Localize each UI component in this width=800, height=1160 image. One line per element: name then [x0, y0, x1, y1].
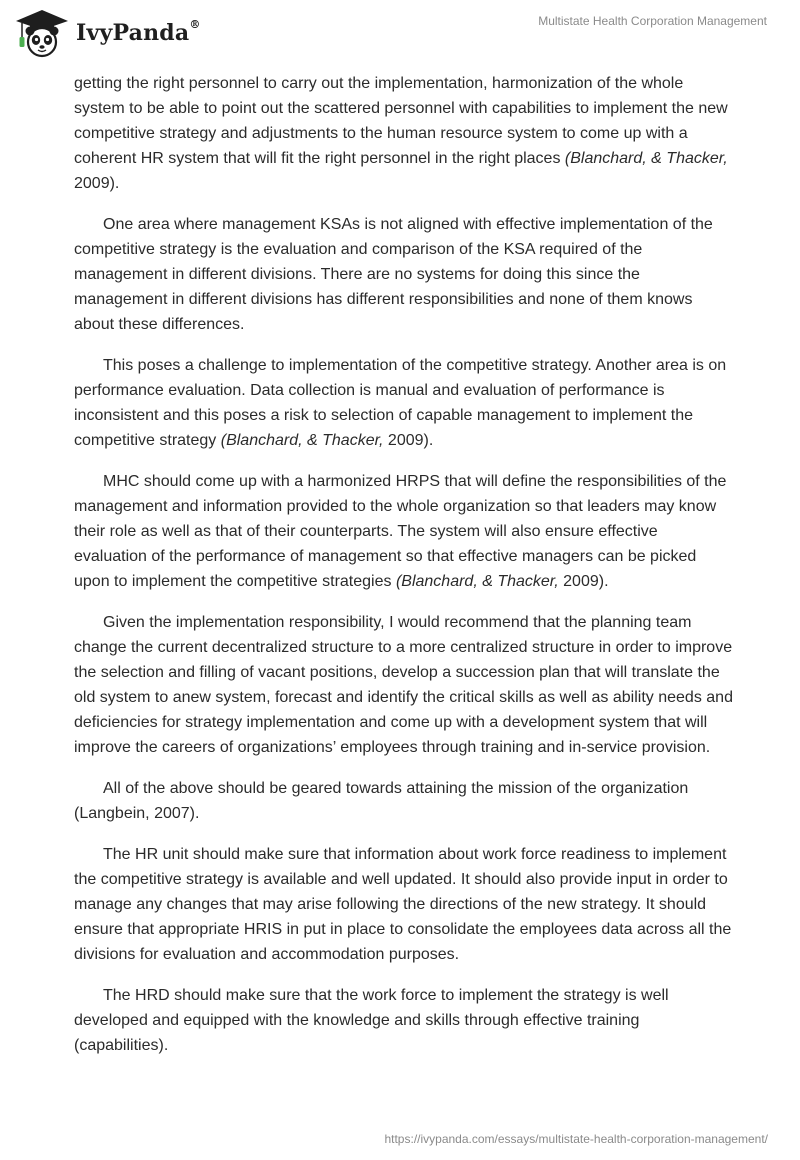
citation: (Blanchard, & Thacker, [395, 573, 559, 590]
paragraph [74, 353, 734, 453]
paragraph-text: The HRD should make sure that the work force to implement the strategy is well developed and equipped with the knowledge and skills through effective training (capabilities). [74, 987, 669, 1054]
essay-body [74, 71, 734, 1074]
paragraph-text: MHC should come up with a harmonized HRPS that will define the responsibilities of the management and information provided to the whole organization so that leaders may know their role as well as that of their counterparts. The system will also ensure effective evaluation of the performance of management so that effective managers can be picked upon to implement the competitive strategies [74, 473, 727, 590]
paragraph [74, 776, 734, 826]
document-title: Multistate Health Corporation Management [538, 14, 767, 28]
citation-year: 2009). [74, 175, 120, 192]
page-header [0, 0, 800, 70]
paragraph [74, 71, 734, 196]
citation: (Blanchard, & Thacker, [564, 150, 728, 167]
citation-year: 2009). [558, 573, 609, 590]
paragraph-text: Given the implementation responsibility, I would recommend that the planning team change the current decentralized structure to a more centralized structure in order to improve the selection and filling of vacant positions, develop a succession plan that will translate the old system to anew system, forecast and identify the critical skills as well as ability needs and deficiencies for strategy implementation and come up with a development system that will improve the careers of organizations’ employees through training and in-service provision. [74, 614, 733, 756]
paragraph-text: getting the right personnel to carry out the implementation, harmonization of the whole system to be able to point out the scattered personnel with capabilities to implement the new competitive strategy and adjustments to the human resource system to come up with a coherent HR system that will fit the right personnel in the right places [74, 75, 728, 167]
paragraph [74, 469, 734, 594]
paragraph-text: All of the above should be geared towards attaining the mission of the organization (Langbein, 2007). [74, 780, 689, 822]
paragraph-text: This poses a challenge to implementation of the competitive strategy. Another area is on performance evaluation. Data collection is manual and evaluation of performance is inconsistent and this poses a risk to selection of capable management to implement the competitive strategy [74, 357, 727, 449]
paragraph [74, 610, 734, 760]
citation-year: 2009). [383, 432, 434, 449]
source-url[interactable]: https://ivypanda.com/essays/multistate-health-corporation-management/ [384, 1132, 768, 1146]
paragraph [74, 212, 734, 337]
paragraph [74, 983, 734, 1058]
citation: (Blanchard, & Thacker, [220, 432, 384, 449]
paragraph [74, 842, 734, 967]
ivypanda-logo[interactable] [14, 8, 204, 58]
registered-mark: ® [189, 18, 201, 31]
panda-graduate-icon [14, 8, 70, 58]
paragraph-text: One area where management KSAs is not aligned with effective implementation of the competitive strategy is the evaluation and comparison of the KSA required of the management in different divisions. There are no systems for doing this since the management in different divisions has different responsibilities and none of them knows about these differences. [74, 216, 713, 333]
logo-wordmark [76, 20, 201, 46]
paragraph-text: The HR unit should make sure that information about work force readiness to implement the competitive strategy is available and well updated. It should also provide input in order to manage any changes that may arise following the directions of the new strategy. It should ensure that appropriate HRIS in put in place to consolidate the employees data across all the divisions for evaluation and accommodation purposes. [74, 846, 732, 963]
logo-text: IvyPanda [76, 20, 190, 46]
